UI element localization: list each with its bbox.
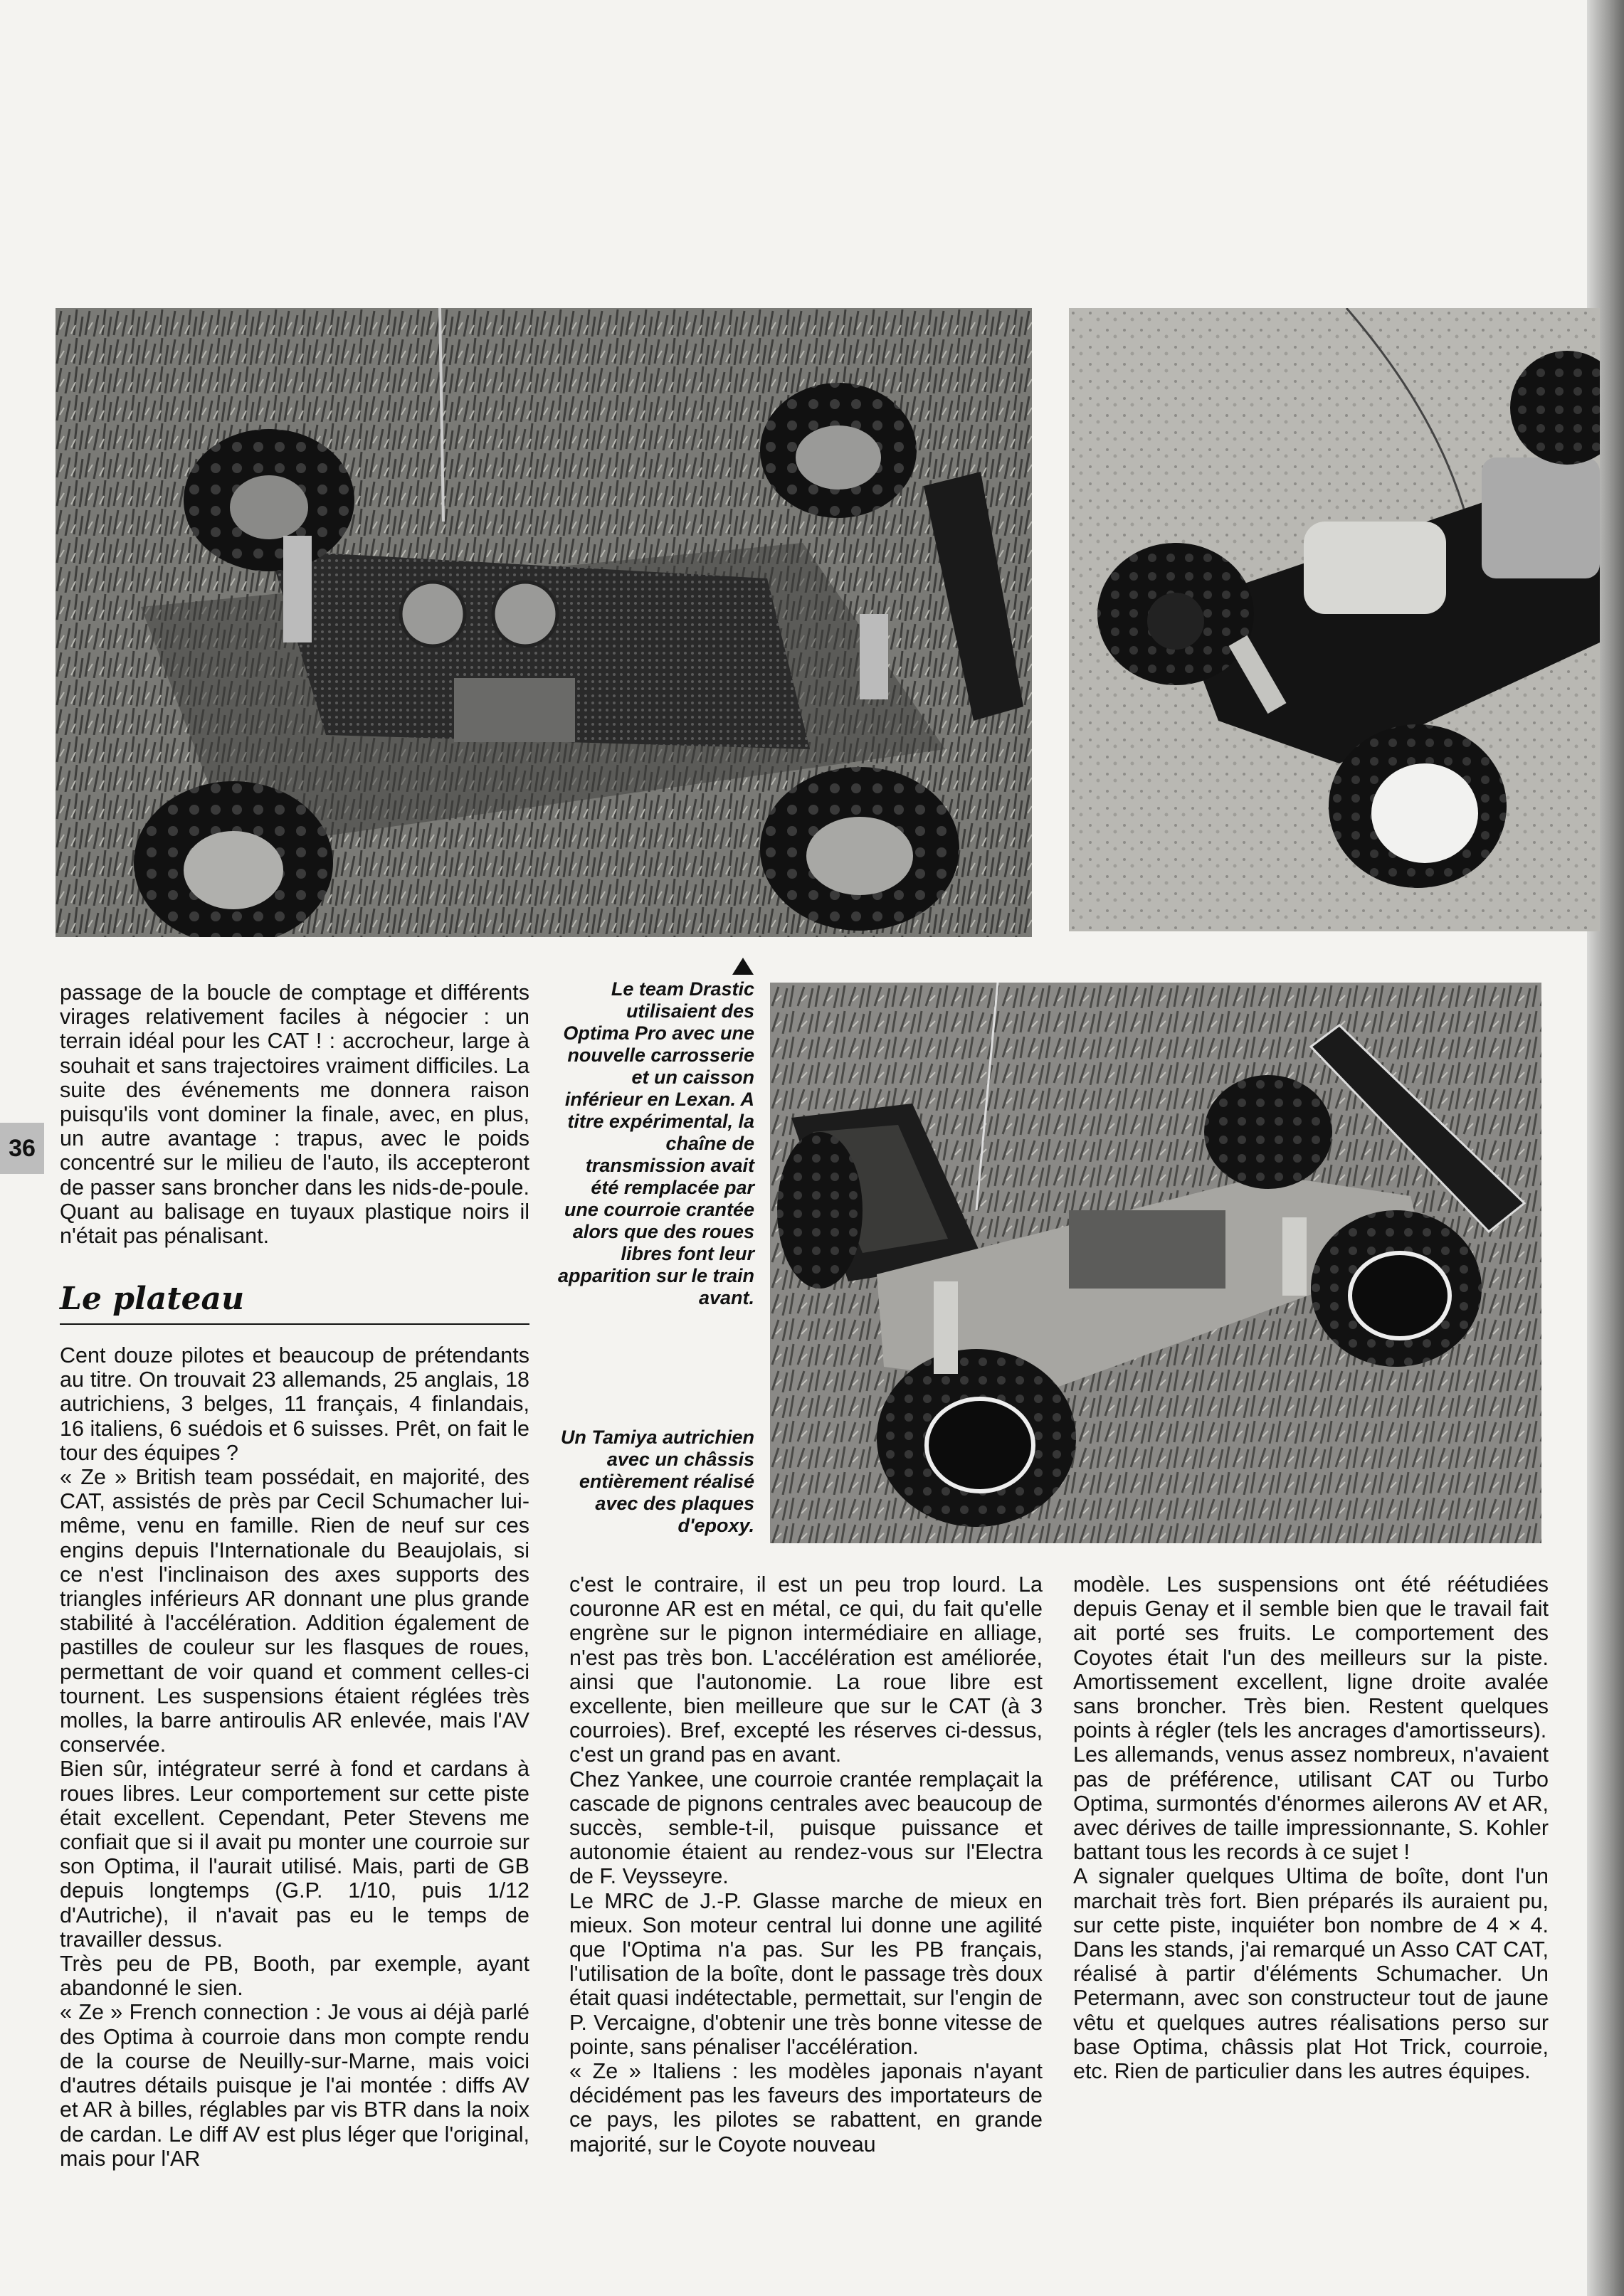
paragraph: « Ze » French connection : Je vous ai déjà parlé des Optima à courroie dans mon compte rendu de la course de Neuilly-sur-Marne, mais voici d'autres détails puisque je l'ai montée : diffs AV et AR à billes, réglables par vis BTR dans la noix de cardan. Le diff AV est plus léger que l'original, mais pour l'AR [60, 2000, 529, 2171]
article-column-2 [569, 1572, 1043, 2157]
photo-optima-buggy [770, 983, 1541, 1543]
photo-drastic-buggy [56, 308, 1032, 937]
paragraph: Les allemands, venus assez nombreux, n'avaient pas de préférence, utilisant CAT ou Turbo Optima, surmontés d'énormes ailerons AV et AR, avec dérives de taille impressionnante, S. Kohler battant tous les records à ce sujet ! [1073, 1742, 1549, 1865]
article-column-3 [1073, 1572, 1549, 2083]
photo-tamiya-buggy [1069, 308, 1600, 931]
paragraph: A signaler quelques Ultima de boîte, dont l'un marchait très fort. Bien préparés ils auraient pu, sur cette piste, inquiéter bon nombre de 4 × 4. Dans les stands, j'ai remarqué un Asso CAT CAT, réalisé à partir d'éléments Schumacher. Un Petermann, avec son constructeur tout de jaune vêtu et quelques autres réalisations perso sur base Optima, châssis plat Hot Trick, courroie, etc. Rien de particulier dans les autres équipes. [1073, 1864, 1549, 2084]
paragraph: Chez Yankee, une courroie crantée remplaçait la cascade de pignons centrales avec beaucoup de succès, semble-t-il, puisque puissance et autonomie étaient au rendez-vous sur l'Electra de F. Veysseyre. [569, 1767, 1043, 1889]
caption-pointer-icon [732, 958, 754, 975]
paragraph: c'est le contraire, il est un peu trop lourd. La couronne AR est en métal, ce qui, du fait qu'elle engrène sur le pignon intermédiaire en alliage, n'est pas très bon. L'accélération est améliorée, ainsi que l'autonomie. La roue libre est excellente, bien meilleure que sur le CAT (à 3 courroies). Bref, excepté les réserves ci-dessus, c'est un grand pas en avant. [569, 1572, 1043, 1767]
caption-tamiya: Un Tamiya autrichien avec un châssis entièrement réalisé avec des plaques d'epoxy. [560, 1427, 754, 1536]
article-column-1 [60, 1343, 529, 2171]
page-number: 36 [0, 1123, 44, 1174]
paragraph: « Ze » Italiens : les modèles japonais n'ayant décidément pas les faveurs des importateurs de ce pays, les pilotes se rabattent, en grande majorité, sur le Coyote nouveau [569, 2059, 1043, 2157]
paragraph: Très peu de PB, Booth, par exemple, ayant abandonné le sien. [60, 1952, 529, 2001]
heading-rule [60, 1323, 529, 1325]
paragraph: Bien sûr, intégrateur serré à fond et cardans à roues libres. Leur comportement sur cette piste était excellent. Cependant, Peter Stevens me confiait que si il avait pu monter une courroie sur son Optima, il l'aurait utilisé. Mais, parti de GB depuis longtemps (G.P. 1/10, puis 1/12 d'Autriche), il n'avait pas eu le temps de travailler dessus. [60, 1757, 529, 1952]
paragraph: Le MRC de J.-P. Glasse marche de mieux en mieux. Son moteur central lui donne une agilité que l'Optima n'a pas. Sur les PB français, l'utilisation de la boîte, dont le passage très doux était quasi indétectable, permettait, sur l'engin de P. Vercaigne, d'obtenir une très bonne vitesse de pointe, sans pénaliser l'accélération. [569, 1888, 1043, 2059]
paragraph: modèle. Les suspensions ont été réétudiées depuis Genay et il semble bien que le travail fait ait porté ses fruits. Le comportement des Coyotes était l'un des meilleurs sur la piste. Amortissement excellent, ligne droite avalée sans broncher. Très bien. Restent quelques points à régler (tels les ancrages d'amortisseurs). [1073, 1572, 1549, 1743]
article-intro: passage de la boucle de comptage et différents virages relativement faciles à négocier : un terrain idéal pour les CAT ! : accrocheur, large à souhait et sans trajectoires vraiment difficiles. La suite des événements me donnera raison puisqu'ils vont dominer la finale, avec, en plus, un autre avantage : trapus, avec le poids concentré sur le milieu de l'auto, ils accepteront de passer sans broncher dans les nids-de-poule. Quant au balisage en tuyaux plastique noirs il n'était pas pénalisant. [60, 980, 529, 1249]
caption-drastic: Le team Drastic utilisaient des Optima Pro avec une nouvelle carrosserie et un caisson inférieur en Lexan. A titre expérimental, la chaîne de transmission avait été remplacée par une courroie crantée alors que des roues libres font leur apparition sur le train avant. [557, 978, 754, 1308]
paragraph: « Ze » British team possédait, en majorité, des CAT, assistés de près par Cecil Schumacher lui-même, venu en famille. Rien de neuf sur ces engins depuis l'Internationale du Beaujolais, si ce n'est l'inclinaison des axes supports des triangles inférieurs AR donnant une plus grande stabilité à l'accélération. Addition également de pastilles de couleur sur les flasques de roues, permettant de voir quand et comment celles-ci tournent. Les suspensions étaient réglées très molles, la barre antiroulis AR enlevée, mais l'AV conservée. [60, 1465, 529, 1757]
paragraph: Cent douze pilotes et beaucoup de prétendants au titre. On trouvait 23 allemands, 25 anglais, 18 autrichiens, 3 belges, 11 français, 4 finlandais, 16 italiens, 6 suédois et 6 suisses. Prêt, on fait le tour des équipes ? [60, 1343, 529, 1465]
section-heading: Le plateau [60, 1281, 245, 1317]
